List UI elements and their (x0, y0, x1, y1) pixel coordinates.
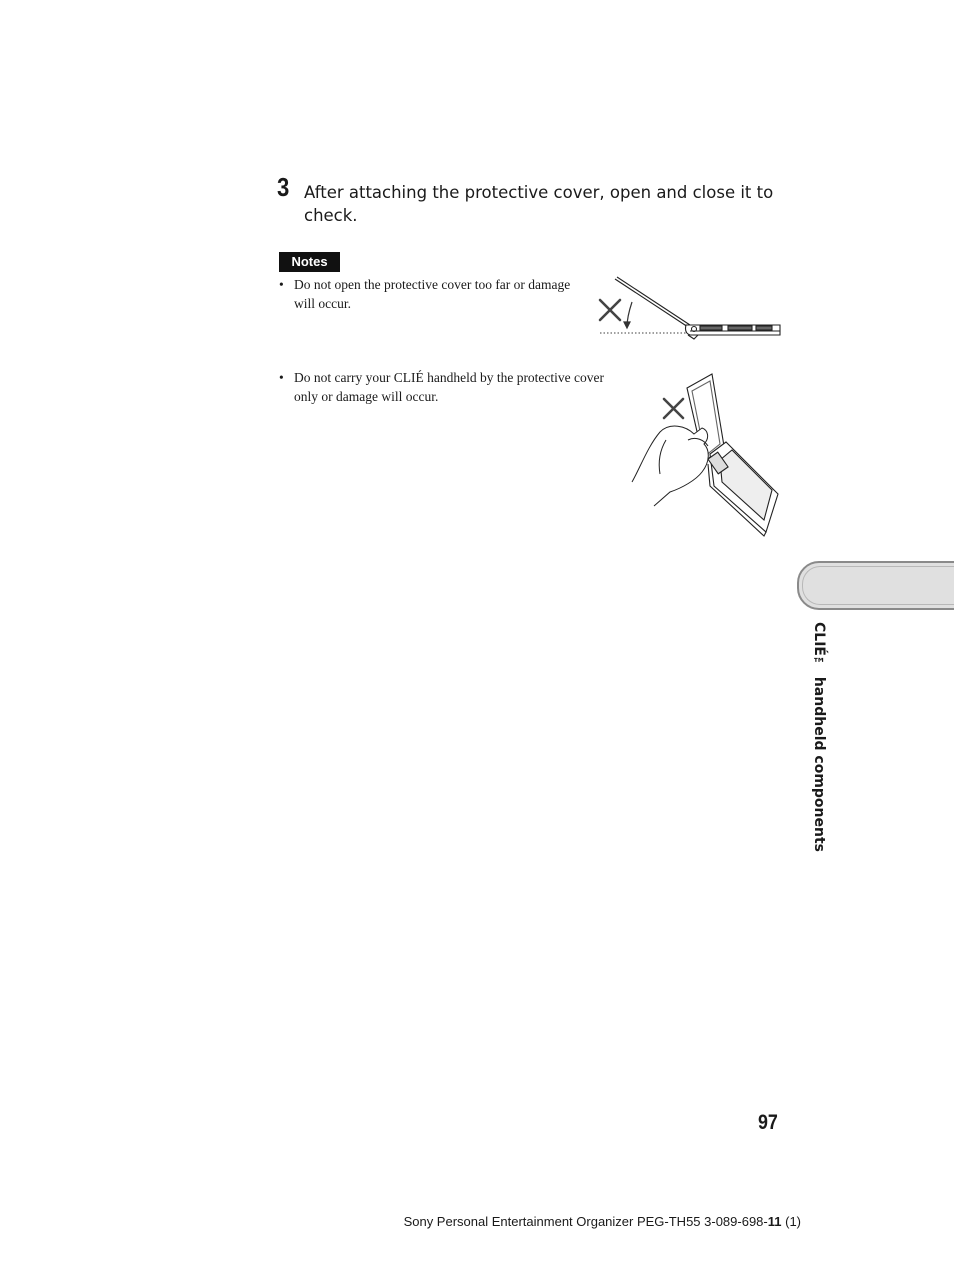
arrow-icon (624, 302, 632, 328)
section-label: CLIÉ™ handheld components (811, 622, 827, 852)
x-mark-icon (664, 399, 683, 418)
section-tab (797, 561, 954, 610)
bullet: • (279, 370, 284, 385)
footer-suffix: (1) (781, 1214, 801, 1229)
footer-text: Sony Personal Entertainment Organizer PEG-TH55 3-089-698- (403, 1214, 768, 1229)
x-mark-icon (600, 300, 620, 320)
handheld-icon (615, 277, 780, 339)
step-instruction: After attaching the protective cover, open and close it to check. (304, 183, 774, 225)
note-text: Do not carry your CLIÉ handheld by the protective cover only or damage will occur. (294, 370, 605, 404)
footer (404, 1213, 801, 1231)
note-text: Do not open the protective cover too far or damage will occur. (294, 277, 571, 311)
footer-revision: 11 (767, 1214, 782, 1229)
hand-icon (632, 426, 708, 506)
illustration-carrying-by-cover (630, 370, 784, 538)
page-number: 97 (758, 1111, 778, 1134)
step-number: 3 (277, 172, 289, 202)
bullet: • (279, 277, 284, 292)
notes-label: Notes (279, 252, 340, 272)
illustration-cover-opened-too-far (596, 275, 782, 341)
